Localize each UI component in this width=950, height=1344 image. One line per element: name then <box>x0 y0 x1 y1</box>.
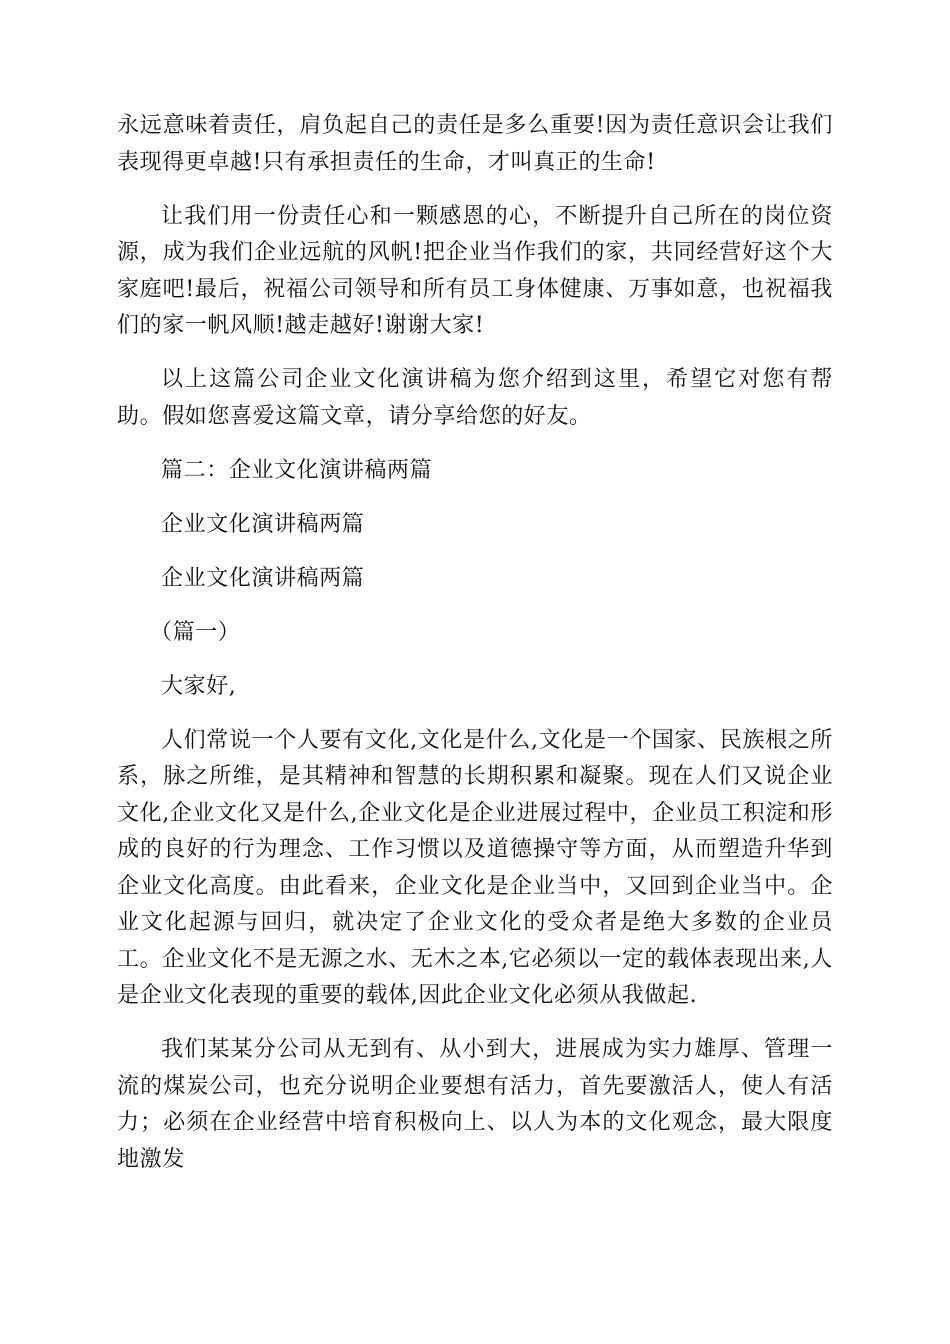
part-label: （篇一） <box>150 619 241 645</box>
paragraph-culture-definition: 人们常说一个人要有文化,文化是什么,文化是一个国家、民族根之所系，脉之所维，是其精神和智慧的长期积累和凝聚。现在人们又说企业文化,企业文化又是什么,企业文化是企业进展过程中，企业员工积淀和形成的良好的行为理念、工作习惯以及道德操守等方面，从而塑造升华到企业文化高度。由此看来，企业文化是企业当中，又回到企业当中。企业文化起源与回归，就决定了企业文化的受众者是绝大多数的企业员工。企业文化不是无源之水、无木之本,它必须以一定的载体表现出来,人是企业文化表现的重要的载体,因此企业文化必须从我做起. <box>117 727 833 1008</box>
paragraph-summary: 以上这篇公司企业文化演讲稿为您介绍到这里，希望它对您有帮助。假如您喜爱这篇文章，请分享给您的好友。 <box>117 367 833 429</box>
paragraph-continuation: 永远意味着责任，肩负起自己的责任是多么重要!因为责任意识会让我们表现得更卓越!只有承担责任的生命，才叫真正的生命! <box>117 113 833 175</box>
document-title: 企业文化演讲稿两篇 <box>161 511 365 537</box>
section-heading: 篇二：企业文化演讲稿两篇 <box>161 457 433 483</box>
paragraph-closing-blessing: 让我们用一份责任心和一颗感恩的心，不断提升自己所在的岗位资源，成为我们企业远航的风帆!把企业当作我们的家，共同经营好这个大家庭吧!最后，祝福公司领导和所有员工身体健康、万事如意，也祝福我们的家一帆风顺!越走越好!谢谢大家! <box>117 203 833 338</box>
document-subtitle: 企业文化演讲稿两篇 <box>161 565 365 591</box>
document-body <box>117 108 833 1196</box>
greeting: 大家好, <box>161 673 237 699</box>
paragraph-company-growth: 我们某某分公司从无到有、从小到大，进展成为实力雄厚、管理一流的煤炭公司，也充分说明企业要想有活力，首先要激活人，使人有活力；必须在企业经营中培育积极向上、以人为本的文化观念，最大限度地激发 <box>117 1037 833 1172</box>
